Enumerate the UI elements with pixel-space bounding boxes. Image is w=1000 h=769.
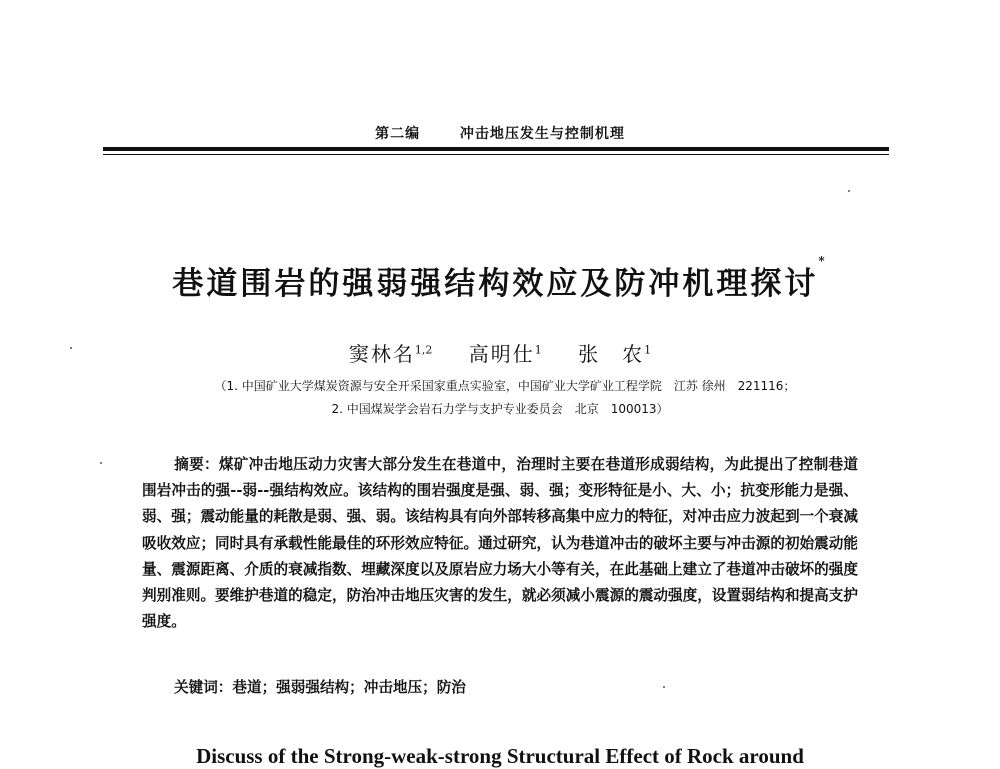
paper-title [0, 254, 1000, 303]
abstract-label: 摘要： [174, 456, 219, 473]
abstract [142, 452, 858, 635]
scan-speck [848, 190, 850, 192]
affiliation-2: 2. 中国煤炭学会岩石力学与支护专业委员会 北京 100013） [331, 402, 669, 416]
abstract-text: 煤矿冲击地压动力灾害大部分发生在巷道中，治理时主要在巷道形成弱结构，为此提出了控制巷道围岩冲击的强--弱--强结构效应。该结构的围岩强度是强、弱、强；变形特征是小、大、小；抗变形能力是强、弱、强；震动能量的耗散是弱、强、弱。该结构具有向外部转移高集中应力的特征，对冲击应力波起到一个衰减吸收效应；同时具有承载性能最佳的环形效应特征。通过研究，认为巷道冲击的破坏主要与冲击源的初始震动能量、震源距离、介质的衰减指数、埋藏深度以及原岩应力场大小等有关，在此基础上建立了巷道冲击破坏的强度判别准则。要维护巷道的稳定，防治冲击地压灾害的发生，就必须减小震源的震动强度，设置弱结构和提高支护强度。 [142, 456, 858, 631]
header-rule-thin [103, 154, 889, 155]
author-list [0, 338, 1000, 367]
scan-speck [663, 686, 665, 688]
header-rule-thick [103, 147, 889, 151]
title-footnote-mark: * [818, 254, 828, 268]
keywords [174, 676, 466, 697]
part-label: 第二编 [375, 126, 421, 142]
keywords-label: 关键词： [174, 679, 233, 696]
keywords-text: 巷道；强弱强结构；冲击地压；防治 [232, 679, 466, 696]
title-text: 巷道围岩的强弱强结构效应及防冲机理探讨 [172, 266, 819, 302]
scan-speck [70, 347, 72, 349]
author: 张 农$^1$ [578, 342, 652, 366]
affiliation-1: （1. 中国矿业大学煤炭资源与安全开采国家重点实验室，中国矿业大学矿业工程学院 江苏 徐州 221116； [214, 379, 796, 393]
section-label: 冲击地压发生与控制机理 [459, 126, 625, 142]
author: 高明仕$^1$ [468, 342, 542, 366]
author: 窦林名$^{1,2}$ [348, 342, 433, 366]
english-title: Discuss of the Strong-weak-strong Structural Effect of Rock around [196, 744, 804, 768]
scan-speck [100, 462, 102, 464]
running-head [0, 123, 1000, 143]
